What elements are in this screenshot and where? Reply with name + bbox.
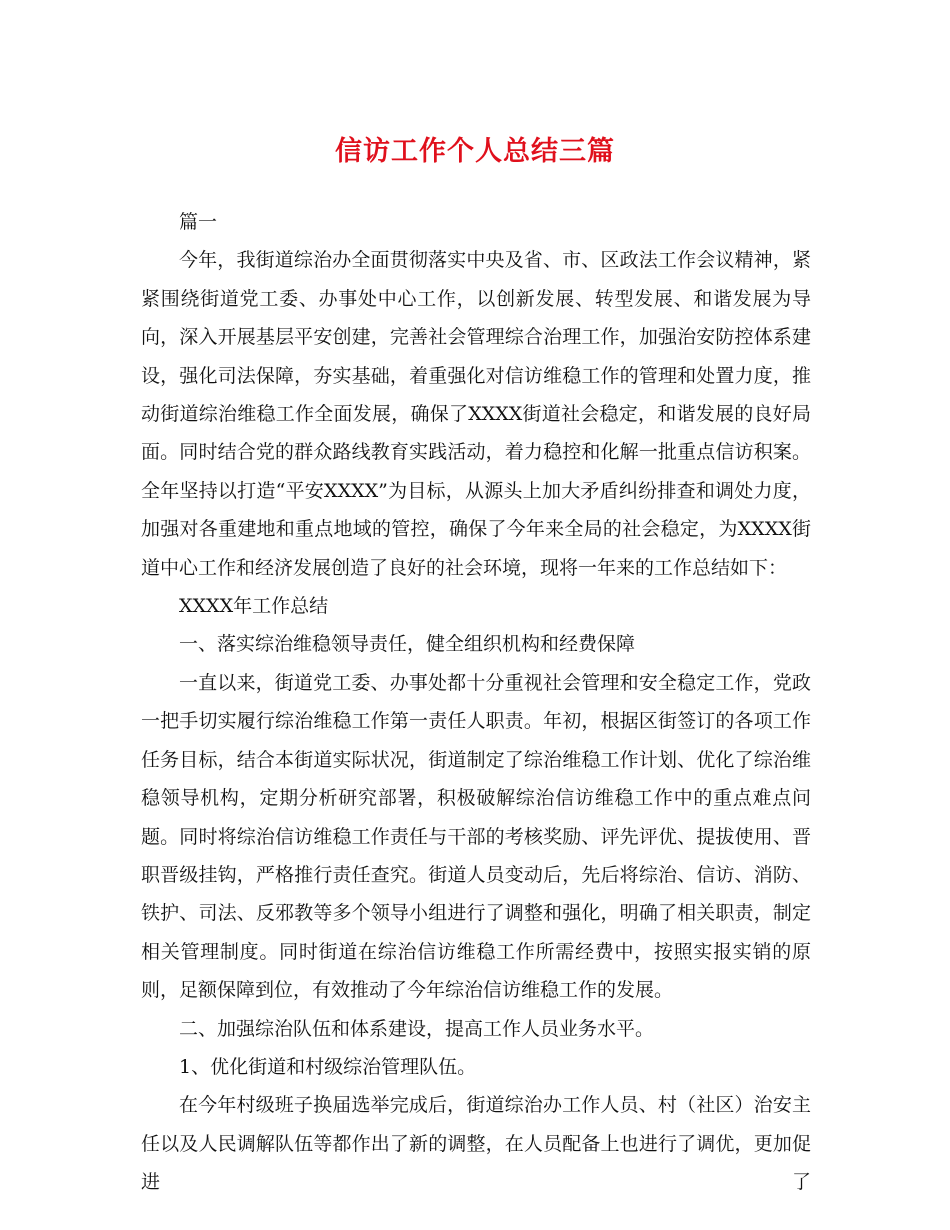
section-heading-annual-summary: XXXX年工作总结 — [179, 595, 329, 618]
section-heading-2: 二、加强综治队伍和体系建设，提高工作人员业务水平。 — [179, 1017, 655, 1040]
subsection-heading-2-1: 1、优化街道和村级综治管理队伍。 — [179, 1055, 477, 1078]
paragraph-leadership: 一直以来，街道党工委、办事处都十分重视社会管理和安全稳定工作，党政一把手切实履行综治维稳工作第一责任人职责。年初，根据区街签订的各项工作任务目标，结合本街道实际状况，街道制定了综治维稳工作计划、优化了综治维稳领导机构，定期分析研究部署，积极破解综治信访维稳工作中的重点难点问题。同时将综治信访维稳工作责任与干部的考核奖励、评先评优、提拔使用、晋职晋级挂钩，严格推行责任查究。街道人员变动后，先后将综治、信访、消防、铁护、司法、反邪教等多个领导小组进行了调整和强化，明确了相关职责，制定相关管理制度。同时街道在综治信访维稳工作所需经费中，按照实报实销的原则，足额保障到位，有效推动了今年综治信访维稳工作的发展。 — [141, 671, 811, 1002]
paragraph-intro: 今年，我街道综治办全面贯彻落实中央及省、市、区政法工作会议精神，紧紧围绕街道党工委、办事处中心工作，以创新发展、转型发展、和谐发展为导向，深入开展基层平安创建，完善社会管理综合治理工作，加强治安防控体系建设，强化司法保障，夯实基础，着重强化对信访维稳工作的管理和处置力度，推动街道综治维稳工作全面发展，确保了XXXX街道社会稳定，和谐发展的良好局面。同时结合党的群众路线教育实践活动，着力稳控和化解一批重点信访积案。全年坚持以打造“平安XXXX”为目标，从源头上加大矛盾纠纷排查和调处力度，加强对各重建地和重点地域的管控，确保了今年来全局的社会稳定，为XXXX街道中心工作和经济发展创造了良好的社会环境，现将一年来的工作总结如下： — [141, 249, 811, 579]
section-heading-pian-yi: 篇一 — [179, 211, 218, 233]
document-body — [141, 203, 811, 1202]
document-title: 信访工作个人总结三篇 — [335, 136, 615, 167]
section-heading-1: 一、落实综治维稳领导责任，健全组织机构和经费保障 — [179, 633, 636, 656]
paragraph-team-adjustment: 在今年村级班子换届选举完成后，街道综治办工作人员、村（社区）治安主任以及人民调解队伍等都作出了新的调整，在人员配备上也进行了调优，更加促进了 — [141, 1094, 811, 1194]
